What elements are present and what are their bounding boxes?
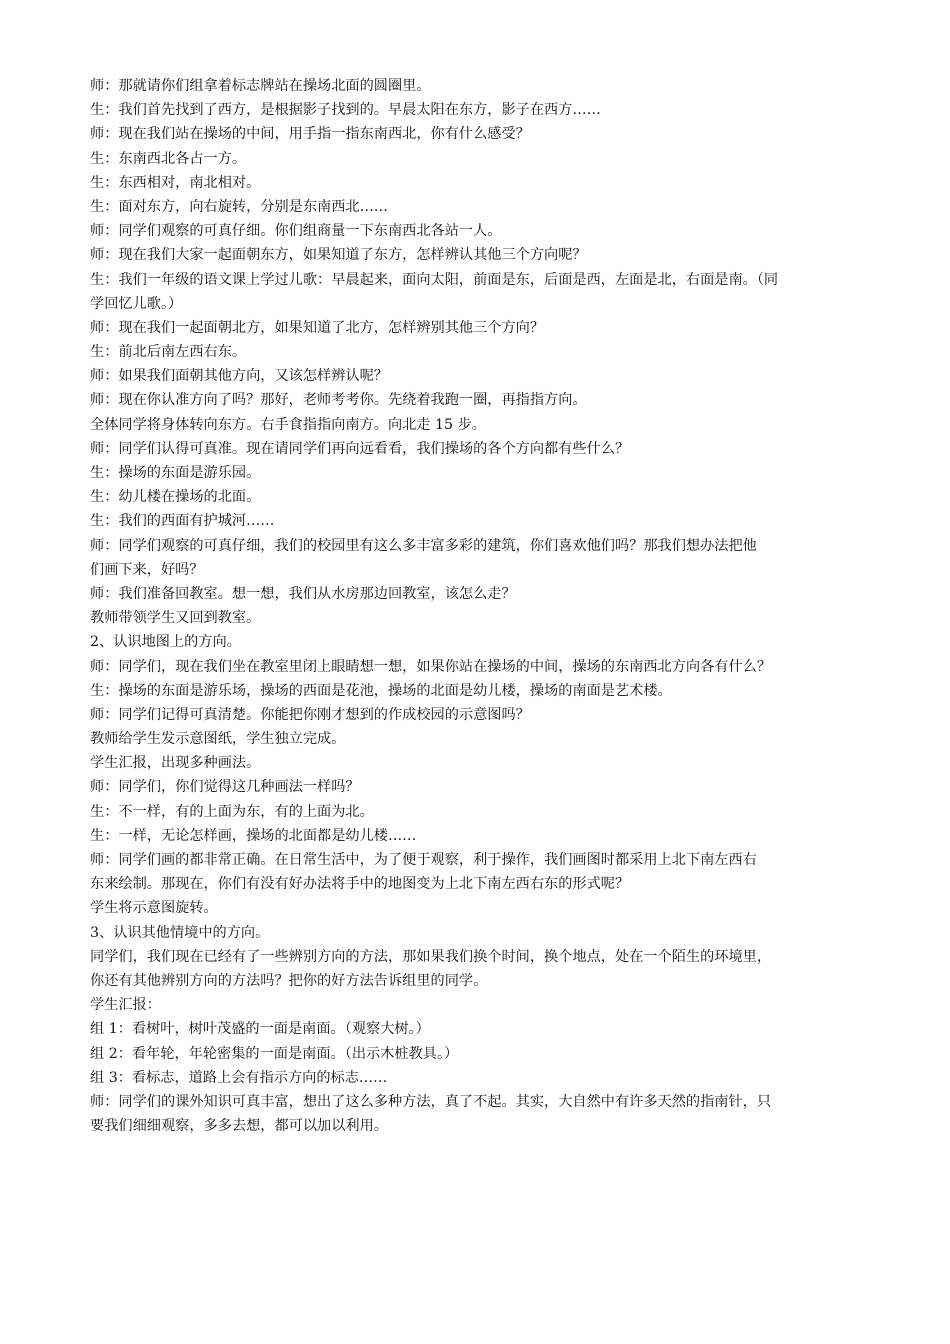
text-line: 师：同学们，现在我们坐在教室里闭上眼睛想一想，如果你站在操场的中间，操场的东南西北方向各有什么？ — [90, 658, 772, 675]
document-body — [90, 74, 870, 1138]
text-line: 生：东南西北各占一方。 — [90, 150, 247, 167]
text-line: 师：我们准备回教室。想一想，我们从水房那边回教室，该怎么走？ — [90, 585, 516, 602]
text-line: 组 1：看树叶，树叶茂盛的一面是南面。（观察大树。） — [90, 1021, 430, 1038]
text-line: 学生汇报： — [90, 997, 161, 1014]
text-line: 师：现在我们站在操场的中间，用手指一指东南西北，你有什么感受？ — [90, 126, 530, 143]
text-line: 学生汇报，出现多种画法。 — [90, 755, 261, 772]
text-line: 学回忆儿歌。） — [90, 295, 183, 312]
text-line: 学生将示意图旋转。 — [90, 900, 218, 917]
text-line: 生：操场的东面是游乐场，操场的西面是花池，操场的北面是幼儿楼，操场的南面是艺术楼。 — [90, 682, 672, 699]
text-line: 要我们细细观察，多多去想，都可以加以利用。 — [90, 1118, 388, 1135]
text-line: 师：同学们画的都非常正确。在日常生活中，为了便于观察，利于操作，我们画图时都采用上北下南左西右 — [90, 852, 757, 868]
text-line: 组 2：看年轮，年轮密集的一面是南面。（出示木桩教具。） — [90, 1045, 459, 1062]
text-line: 师：同学们观察的可真仔细。你们组商量一下东南西北各站一人。 — [90, 223, 502, 240]
text-line: 师：那就请你们组拿着标志牌站在操场北面的圆圈里。 — [90, 78, 431, 94]
text-line: 生：东西相对，南北相对。 — [90, 174, 261, 191]
section-heading: 3、认识其他情境中的方向。 — [90, 924, 270, 941]
text-line: 组 3：看标志，道路上会有指示方向的标志…… — [90, 1069, 388, 1086]
section-heading: 2、认识地图上的方向。 — [90, 634, 241, 651]
text-line: 师：同学们观察的可真仔细，我们的校园里有这么多丰富多彩的建筑，你们喜欢他们吗？那我们想办法把他 — [90, 537, 757, 554]
text-line: 师：同学们认得可真准。现在请同学们再向远看看，我们操场的各个方向都有些什么？ — [90, 440, 630, 457]
text-line: 师：现在你认准方向了吗？那好，老师考考你。先绕着我跑一圈，再指指方向。 — [90, 392, 587, 409]
text-line: 生：我们的西面有护城河…… — [90, 513, 275, 530]
text-line: 全体同学将身体转向东方。右手食指指向南方。向北走 15 步。 — [90, 416, 486, 433]
text-line: 生：面对东方，向右旋转，分别是东南西北…… — [90, 198, 388, 215]
text-line: 师：同学们，你们觉得这几种画法一样吗？ — [90, 779, 360, 796]
text-line: 们画下来，好吗？ — [90, 561, 204, 578]
text-line: 生：操场的东面是游乐园。 — [90, 465, 261, 481]
text-line: 生：幼儿楼在操场的北面。 — [90, 489, 261, 506]
text-line: 东来绘制。那现在，你们有没有好办法将手中的地图变为上北下南左西右东的形式呢？ — [90, 876, 630, 893]
text-line: 生：不一样，有的上面为东，有的上面为北。 — [90, 803, 374, 820]
text-line: 生：前北后南左西右东。 — [90, 344, 247, 361]
text-line: 生：一样，无论怎样画，操场的北面都是幼儿楼…… — [90, 827, 417, 844]
text-line: 生：我们一年级的语文课上学过儿歌：早晨起来，面向太阳，前面是东，后面是西，左面是北，右面是南。（同 — [90, 271, 779, 288]
text-line: 师：现在我们一起面朝北方，如果知道了北方，怎样辨别其他三个方向？ — [90, 319, 545, 336]
text-line: 师：现在我们大家一起面朝东方，如果知道了东方，怎样辨认其他三个方向呢？ — [90, 247, 587, 264]
text-line: 师：如果我们面朝其他方向，又该怎样辨认呢？ — [90, 368, 388, 385]
text-line: 师：同学们的课外知识可真丰富，想出了这么多种方法，真了不起。其实，大自然中有许多天然的指南针，只 — [90, 1093, 772, 1110]
text-line: 教师给学生发示意图纸，学生独立完成。 — [90, 731, 346, 748]
text-line: 同学们，我们现在已经有了一些辨别方向的方法，那如果我们换个时间，换个地点，处在一个陌生的环境里， — [90, 948, 772, 965]
text-line: 教师带领学生又回到教室。 — [90, 610, 261, 627]
text-line: 师：同学们记得可真清楚。你能把你刚才想到的作成校园的示意图吗？ — [90, 706, 530, 723]
text-line: 你还有其他辨别方向的方法吗？把你的好方法告诉组里的同学。 — [90, 972, 488, 989]
text-line: 生：我们首先找到了西方，是根据影子找到的。早晨太阳在东方，影子在西方…… — [90, 102, 601, 119]
